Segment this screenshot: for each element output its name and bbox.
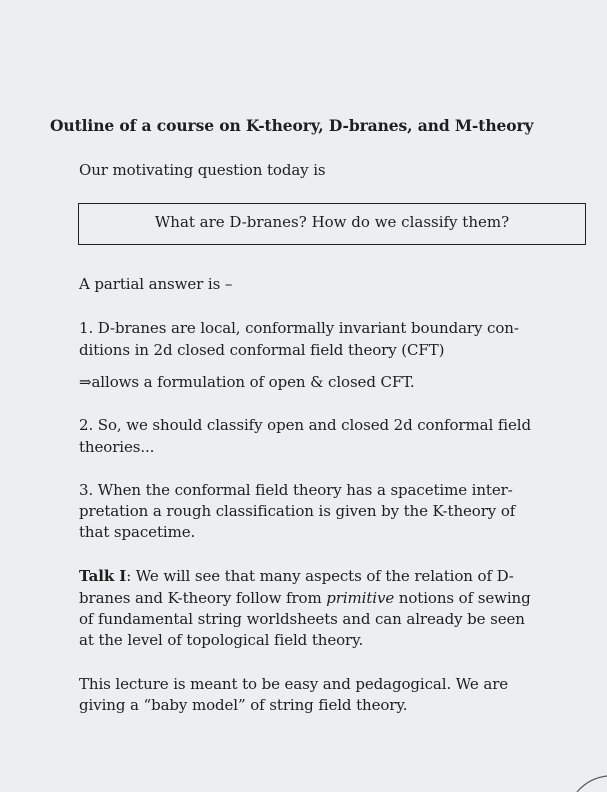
point1-line3: ⇒allows a formulation of open & closed CFT. [79, 373, 415, 391]
talk-line1 [79, 567, 514, 585]
point1-line1: 1. D-branes are local, conformally invariant boundary con- [79, 319, 519, 337]
talk-line2-pre: branes and K-theory follow from [79, 589, 327, 607]
page-curl-mark [567, 772, 607, 792]
question-text: What are D-branes? How do we classify them? [154, 213, 510, 231]
closing-line1: This lecture is meant to be easy and pedagogical. We are [79, 675, 509, 693]
closing-line2: giving a “baby model” of string field theory. [79, 696, 408, 714]
talk-line4: at the level of topological field theory. [79, 631, 364, 649]
point3-line2: pretation a rough classification is given by the K-theory of [79, 502, 516, 520]
talk-line1-rest: : We will see that many aspects of the relation of D- [126, 567, 514, 585]
point1-line2: ditions in 2d closed conformal field theory (CFT) [79, 341, 445, 359]
page-title: Outline of a course on K-theory, D-branes, and M-theory [50, 116, 534, 135]
partial-answer-text: A partial answer is – [79, 275, 233, 293]
point2-line1: 2. So, we should classify open and closed 2d conformal field [79, 416, 531, 434]
point3-line1: 3. When the conformal field theory has a spacetime inter- [79, 481, 513, 499]
talk-label: Talk I [79, 567, 127, 585]
point2-line2: theories... [79, 438, 155, 456]
talk-line2-post: notions of sewing [394, 589, 531, 607]
talk-line2-emphasis: primitive [326, 589, 395, 607]
intro-text: Our motivating question today is [79, 161, 326, 179]
question-box [78, 203, 586, 245]
point3-line3: that spacetime. [79, 523, 196, 541]
talk-line3: of fundamental string worldsheets and can already be seen [79, 610, 525, 628]
talk-line2 [79, 589, 531, 607]
